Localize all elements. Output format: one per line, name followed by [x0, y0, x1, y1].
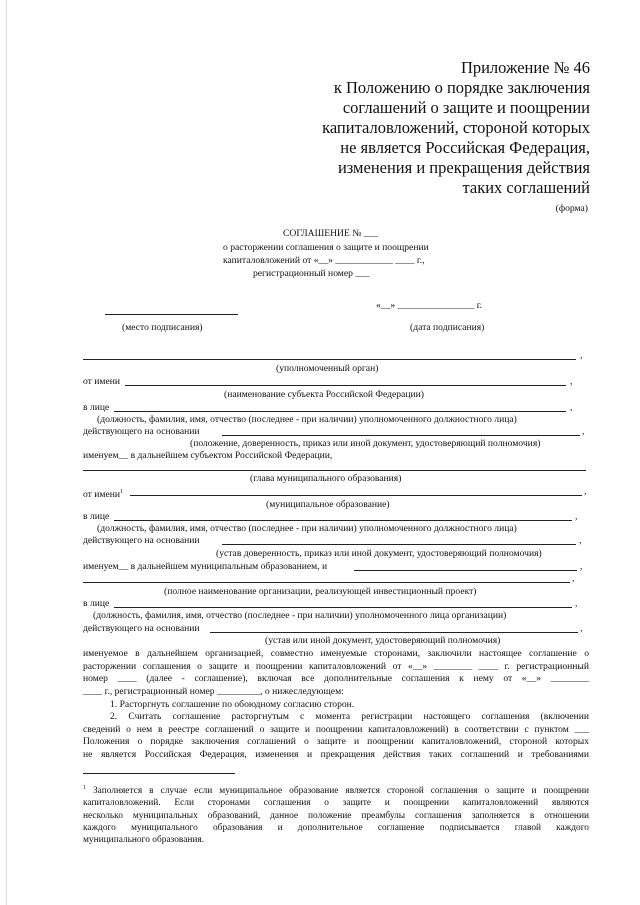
clause-2-line: Положения о порядке заключения соглашений о защите и поощрении капиталовложений, стороной которых — [83, 736, 589, 747]
municipality-caption: (муниципальное образование) — [266, 499, 390, 510]
basis-caption-2: (устав доверенность, приказ или иной документ, удостоверяющий полномочия) — [216, 548, 542, 559]
footnote — [83, 782, 589, 847]
official-line — [114, 411, 566, 412]
intro-paragraph — [83, 648, 589, 698]
official-line-3 — [114, 607, 572, 608]
authority-caption: (уполномоченный орган) — [276, 363, 379, 374]
date-blank: «__» ________________ г. — [376, 300, 482, 311]
footnote-line-text: Заполняется в случае если муниципальное образование является стороной соглашения о защите и поощрении — [92, 786, 590, 797]
footnote-ref: 1 — [120, 489, 123, 495]
place-line — [105, 314, 238, 315]
intro-line: именуемое в дальнейшем организацией, совместно именуемые сторонами, заключили настоящее соглашение о — [83, 648, 589, 659]
appendix-line: изменения и прекращения действия — [337, 158, 590, 177]
footnote-line — [83, 782, 589, 797]
subject-caption: (наименование субъекта Российской Федерации) — [224, 389, 424, 400]
org-line — [83, 582, 570, 583]
official-caption: (должность, фамилия, имя, отчество (последнее - при наличии) уполномоченного должностного лица) — [97, 414, 517, 425]
footnote-line: каждого муниципального образования и дополнительное соглашение подписывается главой каждого — [83, 823, 589, 834]
agreement-title: СОГЛАШЕНИЕ № ___ — [283, 228, 379, 239]
footnote-line: капиталовложений. Если сторонами соглашения о защите и поощрении капиталовложений являются — [83, 798, 589, 809]
comma: , — [570, 376, 573, 387]
appendix-header — [322, 58, 590, 198]
clause-1: 1. Расторгнуть соглашение по обоюдному согласию сторон. — [110, 699, 355, 710]
footnote-separator — [83, 773, 235, 774]
appendix-line: таких соглашений — [462, 178, 590, 197]
comma: , — [580, 623, 583, 634]
basis-line — [222, 435, 580, 436]
in-person-label-3: в лице — [83, 598, 110, 609]
agreement-reg-number: регистрационный номер ___ — [253, 268, 370, 279]
appendix-line: к Положению о порядке заключения — [333, 78, 590, 97]
date-caption: (дата подписания) — [410, 322, 485, 333]
intro-line: расторжении соглашения о защите и поощрении капиталовложений от «__» ________ ____ г. регистрационный — [83, 660, 589, 672]
official-caption-3: (должность, фамилия, имя, отчество (последнее - при наличии) уполномоченного лица организации) — [93, 610, 507, 621]
comma: , — [572, 573, 575, 584]
clause-2-line: сведений о нем в реестре соглашений о защите и поощрении капиталовложений) в соответствии с пунктом ___ — [83, 723, 589, 735]
named-municipality: именуем__ в дальнейшем муниципальным образованием, и — [83, 561, 328, 572]
comma: , — [570, 402, 573, 413]
place-caption: (место подписания) — [122, 322, 203, 333]
comma: , — [582, 426, 585, 437]
clause-2-line: не является Российская Федерация, изменения и прекращения действия таких соглашений и требованиями — [83, 748, 589, 760]
official-caption-2: (должность, фамилия, имя, отчество (последнее - при наличии) уполномоченного должностного лица) — [97, 523, 517, 534]
head-caption: (глава муниципального образования) — [250, 473, 402, 484]
footnote-line: муниципального образования. — [83, 835, 205, 846]
comma: , — [580, 350, 583, 361]
footnote-mark: 1 — [83, 785, 86, 791]
intro-line: номер ____ (далее - соглашение), включая все дополнительные соглашения к нему от «__» ________ — [83, 673, 589, 684]
official-line-2 — [114, 520, 572, 521]
basis-caption: (положение, доверенность, приказ или иной документ, удостоверяющий полномочия) — [190, 438, 541, 449]
comma: , — [575, 598, 578, 609]
municipality-line — [130, 495, 582, 496]
in-person-label: в лице — [83, 402, 110, 413]
in-person-label-2: в лице — [83, 511, 110, 522]
appendix-line: Приложение № 46 — [460, 58, 590, 77]
basis-line-3 — [210, 632, 578, 633]
comma: , — [575, 511, 578, 522]
agreement-subtitle-date: капиталовложений от «__» ____________ ____ г., — [223, 255, 425, 266]
named-subject: именуем__ в дальнейшем субъектом Российской Федерации, — [83, 450, 333, 461]
appendix-line: соглашений о защите и поощрении — [342, 98, 590, 117]
appendix-line: капиталовложений, стороной которых — [322, 118, 590, 137]
scan-edge — [6, 0, 7, 905]
acting-basis-label-3: действующего на основании — [83, 623, 200, 634]
basis-caption-3: (устав или иной документ, удостоверяющий полномочия) — [265, 635, 501, 646]
org-caption: (полное наименование организации, реализующей инвестиционный проект) — [164, 586, 477, 597]
clause-2-line: 2. Считать соглашение расторгнутым с момента регистрации настоящего соглашения (включении — [110, 711, 589, 722]
agreement-subtitle: о расторжении соглашения о защите и поощрении — [223, 242, 429, 253]
clause-2 — [83, 711, 589, 761]
intro-line: ____ г., регистрационный номер _________, о нижеследующем: — [83, 685, 344, 697]
subject-line — [125, 385, 566, 386]
comma: , — [580, 561, 583, 572]
appendix-line: не является Российская Федерация, — [340, 138, 590, 157]
head-line — [83, 470, 586, 471]
comma: , — [584, 486, 587, 497]
from-name-label: от имени — [83, 376, 120, 387]
from-name-label-2: от имени$^1$ — [83, 489, 123, 501]
acting-basis-label-2: действующего на основании — [83, 535, 200, 546]
authority-line — [83, 359, 576, 360]
basis-line-2 — [222, 544, 576, 545]
footnote-line: несколько муниципальных образований, данное положение преамбулы соглашения заполняется в отношении — [83, 810, 589, 821]
comma: , — [579, 535, 582, 546]
form-label: (форма) — [555, 203, 588, 214]
acting-basis-label: действующего на основании — [83, 426, 200, 437]
named-municipality-line — [354, 570, 577, 571]
